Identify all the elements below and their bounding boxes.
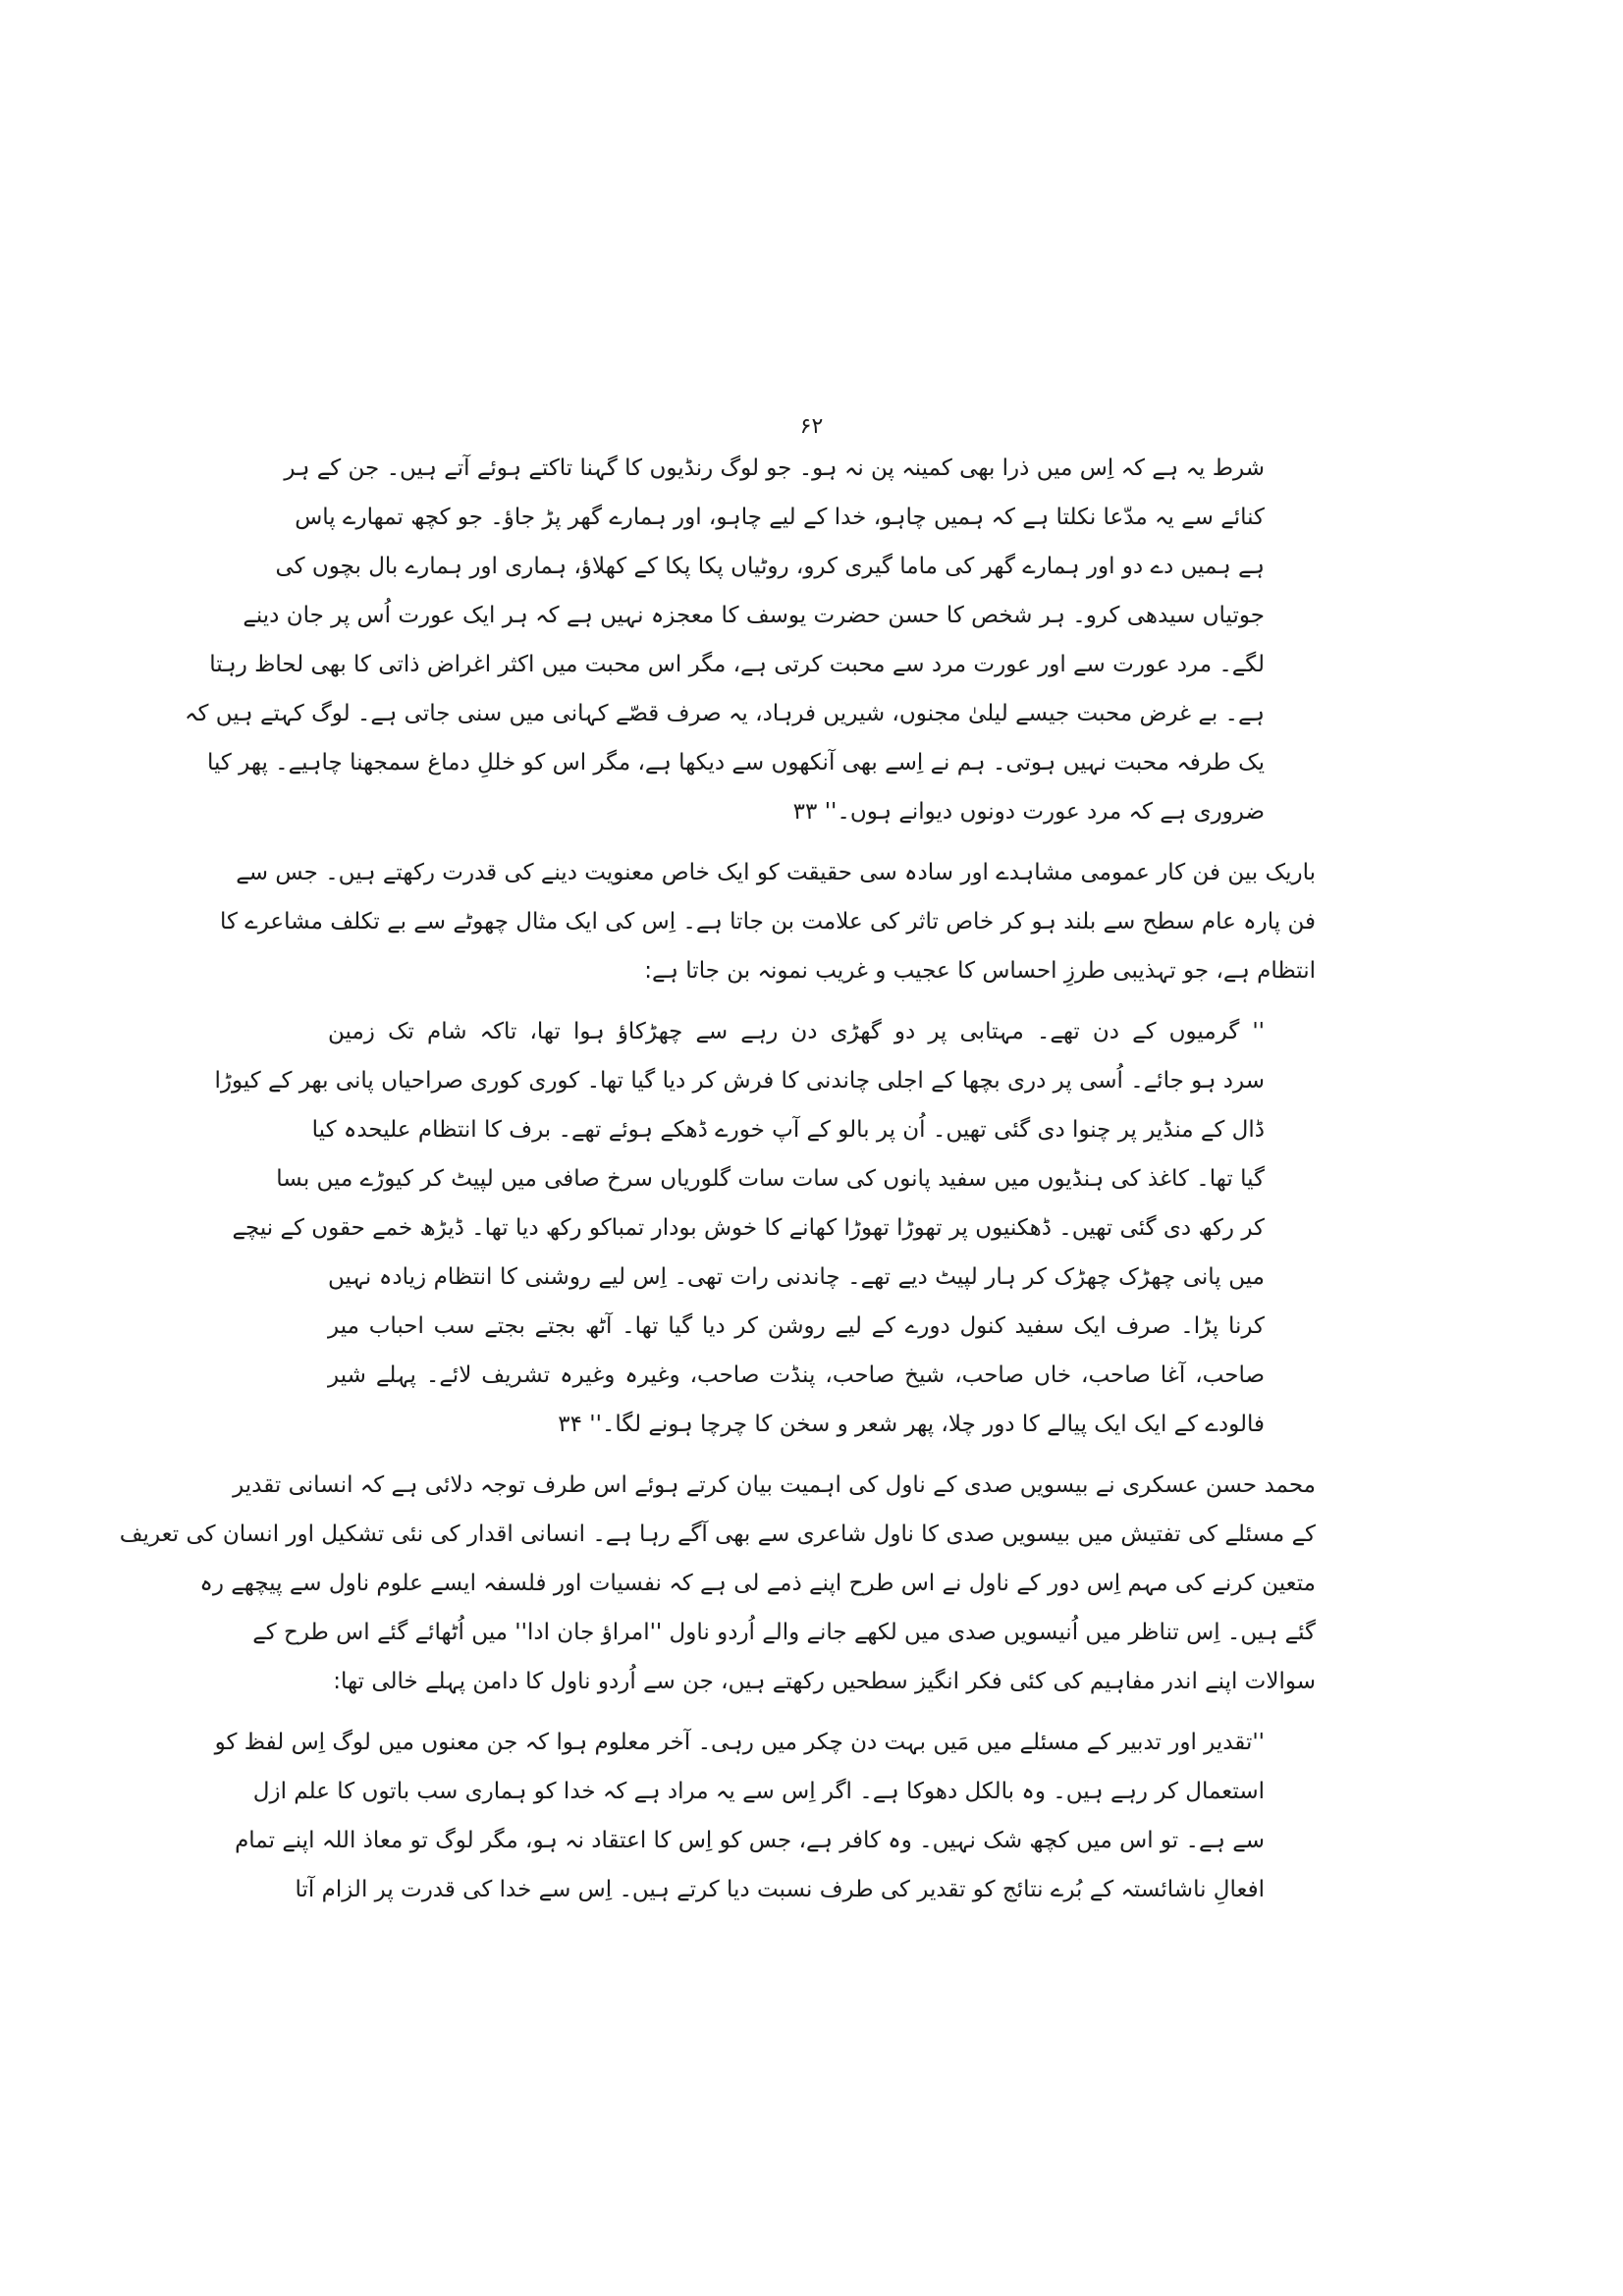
body-paragraph [219, 848, 1316, 995]
text-line: شرط یہ ہے کہ اِس میں ذرا بھی کمینہ پن نہ ہو۔ جو لوگ رنڈیوں کا گہنا تاکتے ہوئے آتے ہیں۔ جن کے ہر [284, 455, 1265, 481]
text-line: فن پارہ عام سطح سے بلند ہو کر خاص تاثر کی علامت بن جاتا ہے۔ اِس کی ایک مثال چھوٹے سے بے تکلف مشاعرے کا [219, 909, 1316, 934]
text-line: ڈال کے منڈیر پر چنوا دی گئی تھیں۔ اُن پر بالو کے آپ خورے ڈھکے ہوئے تھے۔ برف کا انتظام علیحدہ کیا [311, 1117, 1265, 1143]
text-line: فالودے کے ایک ایک پیالے کا دور چلا، پھر شعر و سخن کا چرچا ہونے لگا۔'' ۳۴ [558, 1412, 1265, 1437]
text-column [119, 444, 1316, 1926]
text-line: کنائے سے یہ مدّعا نکلتا ہے کہ ہمیں چاہو، خدا کے لیے چاہو، اور ہمارے گھر پڑ جاؤ۔ جو کچھ تمھارے پاس [295, 505, 1265, 530]
text-line: متعین کرنے کی مہم اِس دور کے ناول نے اس طرح اپنے ذمے لی ہے کہ نفسیات اور فلسفہ ایسے علوم ناول سے پیچھے رہ [199, 1571, 1316, 1596]
text-line: سوالات اپنے اندر مفاہیم کی کئی فکر انگیز سطحیں رکھتے ہیں، جن سے اُردو ناول کا دامن پہلے خالی تھا: [333, 1669, 1316, 1694]
text-line: کر رکھ دی گئی تھیں۔ ڈھکنیوں پر تھوڑا تھوڑا کھانے کا خوش بودار تمباکو رکھ دیا تھا۔ ڈیڑھ خمے حقوں کے نیچے [232, 1215, 1265, 1241]
block-quote [185, 444, 1316, 836]
text-line: گئے ہیں۔ اِس تناظر میں اُنیسویں صدی میں لکھے جانے والے اُردو ناول ''امراؤ جان ادا'' میں اُٹھائے گئے اس طرح کے [252, 1620, 1316, 1645]
text-line: لگے۔ مرد عورت سے اور عورت مرد سے محبت کرتی ہے، مگر اس محبت میں اکثر اغراض ذاتی کا بھی لحاظ رہتا [209, 652, 1265, 677]
text-line: ہے ہمیں دے دو اور ہمارے گھر کی ماما گیری کرو، روٹیاں پکا پکا کے کھلاؤ، ہماری اور ہمارے بال بچوں کی [275, 554, 1265, 579]
text-line: محمد حسن عسکری نے بیسویں صدی کے ناول کی اہمیت بیان کرتے ہوئے اس طرف توجہ دلائی ہے کہ انسانی تقدیر [233, 1472, 1316, 1498]
text-line: سے ہے۔ تو اس میں کچھ شک نہیں۔ وہ کافر ہے، جس کو اِس کا اعتقاد نہ ہو، مگر لوگ تو معاذ اللہ اپنے تمام [235, 1828, 1265, 1853]
text-line: گیا تھا۔ کاغذ کی ہنڈیوں میں سفید پانوں کی سات سات گلوریاں سرخ صافی میں لپیٹ کر کیوڑے میں بسا [276, 1166, 1265, 1192]
text-line: انتظام ہے، جو تہذیبی طرزِ احساس کا عجیب و غریب نمونہ بن جاتا ہے: [644, 958, 1316, 984]
text-line: سرد ہو جائے۔ اُسی پر دری بچھا کے اجلی چاندنی کا فرش کر دیا گیا تھا۔ کوری کوری صراحیاں پانی بھر کے کیوڑا [214, 1068, 1265, 1094]
block-quote [214, 1718, 1316, 1914]
page-number: ۶۲ [799, 414, 824, 439]
text-line: یک طرفہ محبت نہیں ہوتی۔ ہم نے اِسے بھی آنکھوں سے دیکھا ہے، مگر اس کو خللِ دماغ سمجھنا چاہیے۔ پھر کیا [206, 750, 1265, 775]
body-paragraph [119, 1461, 1316, 1706]
text-line: کے مسئلے کی تفتیش میں بیسویں صدی کا ناول شاعری سے بھی آگے رہا ہے۔ انسانی اقدار کی نئی تشکیل اور انسان کی تعریف [119, 1522, 1316, 1547]
text-line: ضروری ہے کہ مرد عورت دونوں دیوانے ہوں۔'' ۳۳ [792, 799, 1265, 825]
text-line: جوتیاں سیدھی کرو۔ ہر شخص کا حسن حضرت یوسف کا معجزہ نہیں ہے کہ ہر ایک عورت اُس پر جان دینے [243, 603, 1265, 628]
text-line: ہے۔ بے غرض محبت جیسے لیلیٰ مجنوں، شیریں فرہاد، یہ صرف قصّے کہانی میں سنی جاتی ہے۔ لوگ کہتے ہیں کہ [185, 701, 1265, 726]
text-line: ''تقدیر اور تدبیر کے مسئلے میں مَیں بہت دن چکر میں رہی۔ آخر معلوم ہوا کہ جن معنوں میں لوگ اِس لفظ کو [214, 1730, 1265, 1755]
text-line: کرنا پڑا۔ صرف ایک سفید کنول دورے کے لیے روشن کر دیا گیا تھا۔ آٹھ بجتے بجتے سب احباب میر [328, 1313, 1265, 1339]
text-line: باریک بین فن کار عمومی مشاہدے اور سادہ سی حقیقت کو ایک خاص معنویت دینے کی قدرت رکھتے ہیں۔ جس سے [236, 860, 1316, 885]
text-line: صاحب، آغا صاحب، خاں صاحب، شیخ صاحب، پنڈت صاحب، وغیرہ وغیرہ تشریف لائے۔ پہلے شیر [328, 1362, 1265, 1388]
text-line: میں پانی چھڑک چھڑک کر ہار لپیٹ دیے تھے۔ چاندنی رات تھی۔ اِس لیے روشنی کا انتظام زیادہ نہیں [328, 1264, 1265, 1290]
block-quote [214, 1007, 1316, 1449]
text-line: افعالِ ناشائستہ کے بُرے نتائج کو تقدیر کی طرف نسبت دیا کرتے ہیں۔ اِس سے خدا کی قدرت پر الزام آتا [295, 1877, 1265, 1902]
text-line: استعمال کر رہے ہیں۔ وہ بالکل دھوکا ہے۔ اگر اِس سے یہ مراد ہے کہ خدا کو ہماری سب باتوں کا علم ازل [252, 1779, 1265, 1804]
text-line: '' گرمیوں کے دن تھے۔ مہتابی پر دو گھڑی دن رہے سے چھڑکاؤ ہوا تھا، تاکہ شام تک زمین [328, 1019, 1265, 1044]
